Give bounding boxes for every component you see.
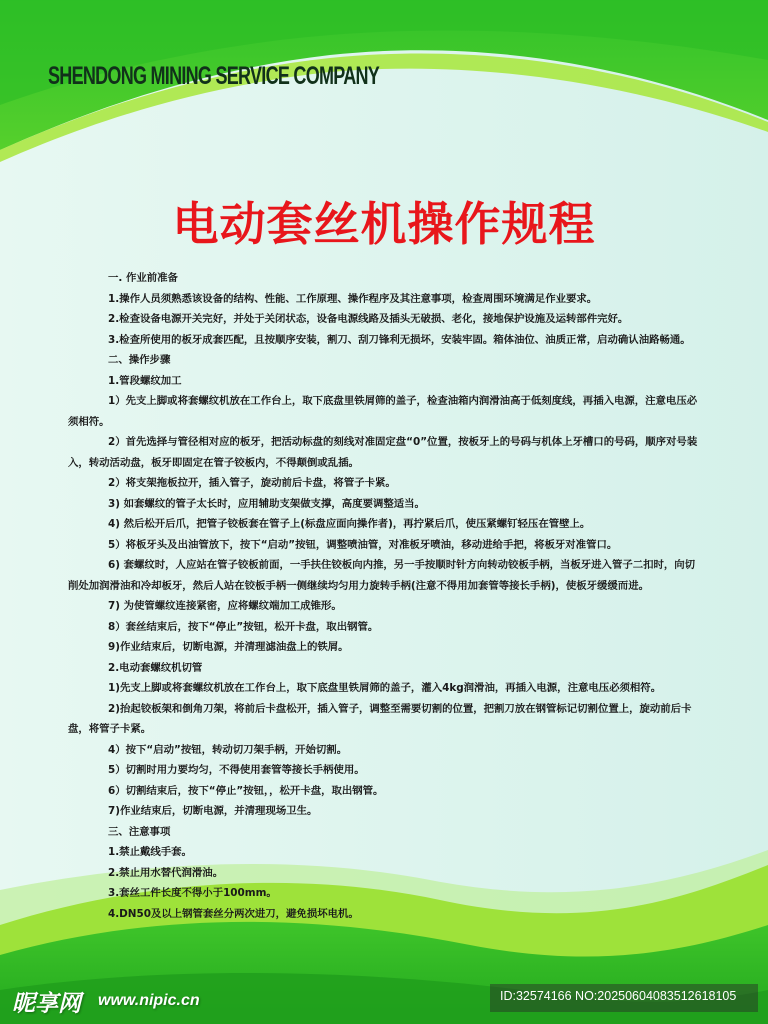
procedure-item: 4）按下“启动”按钮，转动切刀架手柄，开始切割。 xyxy=(108,743,348,756)
procedure-body xyxy=(68,268,700,924)
procedure-item: 4) 然后松开后爪，把管子铰板套在管子上(标盘应面向操作者)，再拧紧后爪，使压紧螺钉轻压在管壁上。 xyxy=(108,518,591,530)
procedure-item: 8）套丝结束后，按下“停止”按钮，松开卡盘，取出钢管。 xyxy=(108,620,379,633)
procedure-item: 6) 套螺纹时，人应站在管子铰板前面，一手扶住铰板向内推，另一手按顺时针方向转动铰板手柄，当板牙进入管子二扣时，向切削处加润滑油和冷却板牙，然后人站在铰板手柄一侧继续均匀用力旋转手柄(注意不得用加套管等接长手柄)，使板牙缓缓而进。 xyxy=(68,559,696,592)
procedure-item: 7)作业结束后，切断电源，并清理现场卫生。 xyxy=(108,805,318,817)
procedure-item: 2.电动套螺纹机切管 xyxy=(108,661,203,674)
procedure-item: 5）切割时用力要均匀，不得使用套管等接长手柄使用。 xyxy=(108,764,365,776)
procedure-item: 2.检查设备电源开关完好，并处于关闭状态，设备电源线路及插头无破损、老化，接地保护设施及运转部件完好。 xyxy=(108,313,629,325)
page-title: 电动套丝机操作规程 xyxy=(172,197,596,251)
procedure-item: 1.管段螺纹加工 xyxy=(108,374,182,387)
section-heading: 三、注意事项 xyxy=(108,825,171,838)
procedure-item: 9)作业结束后，切断电源，并清理滤油盘上的铁屑。 xyxy=(108,641,349,653)
procedure-item: 6）切割结束后，按下“停止”按钮，，松开卡盘，取出钢管。 xyxy=(108,784,384,797)
procedure-item: 2）首先选择与管径相对应的板牙，把活动标盘的刻线对准固定盘“0”位置，按板牙上的号码与机体上牙槽口的号码，顺序对号装入，转动活动盘，板牙即固定在管子铰板内，不得颠倒或乱插。 xyxy=(68,436,698,469)
procedure-item: 3) 如套螺纹的管子太长时，应用辅助支架做支撑，高度要调整适当。 xyxy=(108,497,425,510)
procedure-item: 3.检查所使用的板牙成套匹配，且按顺序安装，割刀、刮刀锋利无损坏，安装牢固。箱体油位、油质正常，启动确认油路畅通。 xyxy=(108,333,691,346)
watermark-id-text: ID:32574166 NO:20250604083512618105 xyxy=(500,989,737,1003)
procedure-item: 2.禁止用水替代润滑油。 xyxy=(108,866,224,879)
section-heading: 二、操作步骤 xyxy=(108,354,171,366)
procedure-item: 1)先支上脚或将套螺纹机放在工作台上，取下底盘里铁屑筛的盖子，灌入4kg润滑油，再插入电源，注意电压必须相符。 xyxy=(108,682,662,694)
procedure-item: 1）先支上脚或将套螺纹机放在工作台上，取下底盘里铁屑筛的盖子，检查油箱内润滑油高于低刻度线，再插入电源，注意电压必须相符。 xyxy=(68,395,698,428)
procedure-item: 1.操作人员须熟悉该设备的结构、性能、工作原理、操作程序及其注意事项，检查周围环境满足作业要求。 xyxy=(108,292,598,305)
procedure-item: 7) 为使管螺纹连接紧密，应将螺纹端加工成锥形。 xyxy=(108,600,342,612)
section-heading: 一. 作业前准备 xyxy=(108,272,178,284)
watermark-logo: 昵享网 xyxy=(12,991,81,1017)
procedure-item: 2）将支架拖板拉开，插入管子，旋动前后卡盘，将管子卡紧。 xyxy=(108,477,396,489)
procedure-item: 4.DN50及以上钢管套丝分两次进刀，避免损坏电机。 xyxy=(108,907,359,920)
watermark-site: www.nipic.cn xyxy=(98,992,200,1009)
procedure-item: 3.套丝工件长度不得小于100mm。 xyxy=(108,887,277,899)
procedure-item: 5）将板牙头及出油管放下，按下“启动”按钮，调整喷油管，对准板牙喷油，移动进给手把，将板牙对准管口。 xyxy=(108,538,618,551)
procedure-item: 1.禁止戴线手套。 xyxy=(108,846,192,858)
procedure-item: 2)抬起铰板架和倒角刀架，将前后卡盘松开，插入管子，调整至需要切割的位置，把割刀放在钢管标记切割位置上，旋动前后卡盘，将管子卡紧。 xyxy=(68,702,692,735)
company-name: SHENDONG MINING SERVICE COMPANY xyxy=(48,62,380,90)
